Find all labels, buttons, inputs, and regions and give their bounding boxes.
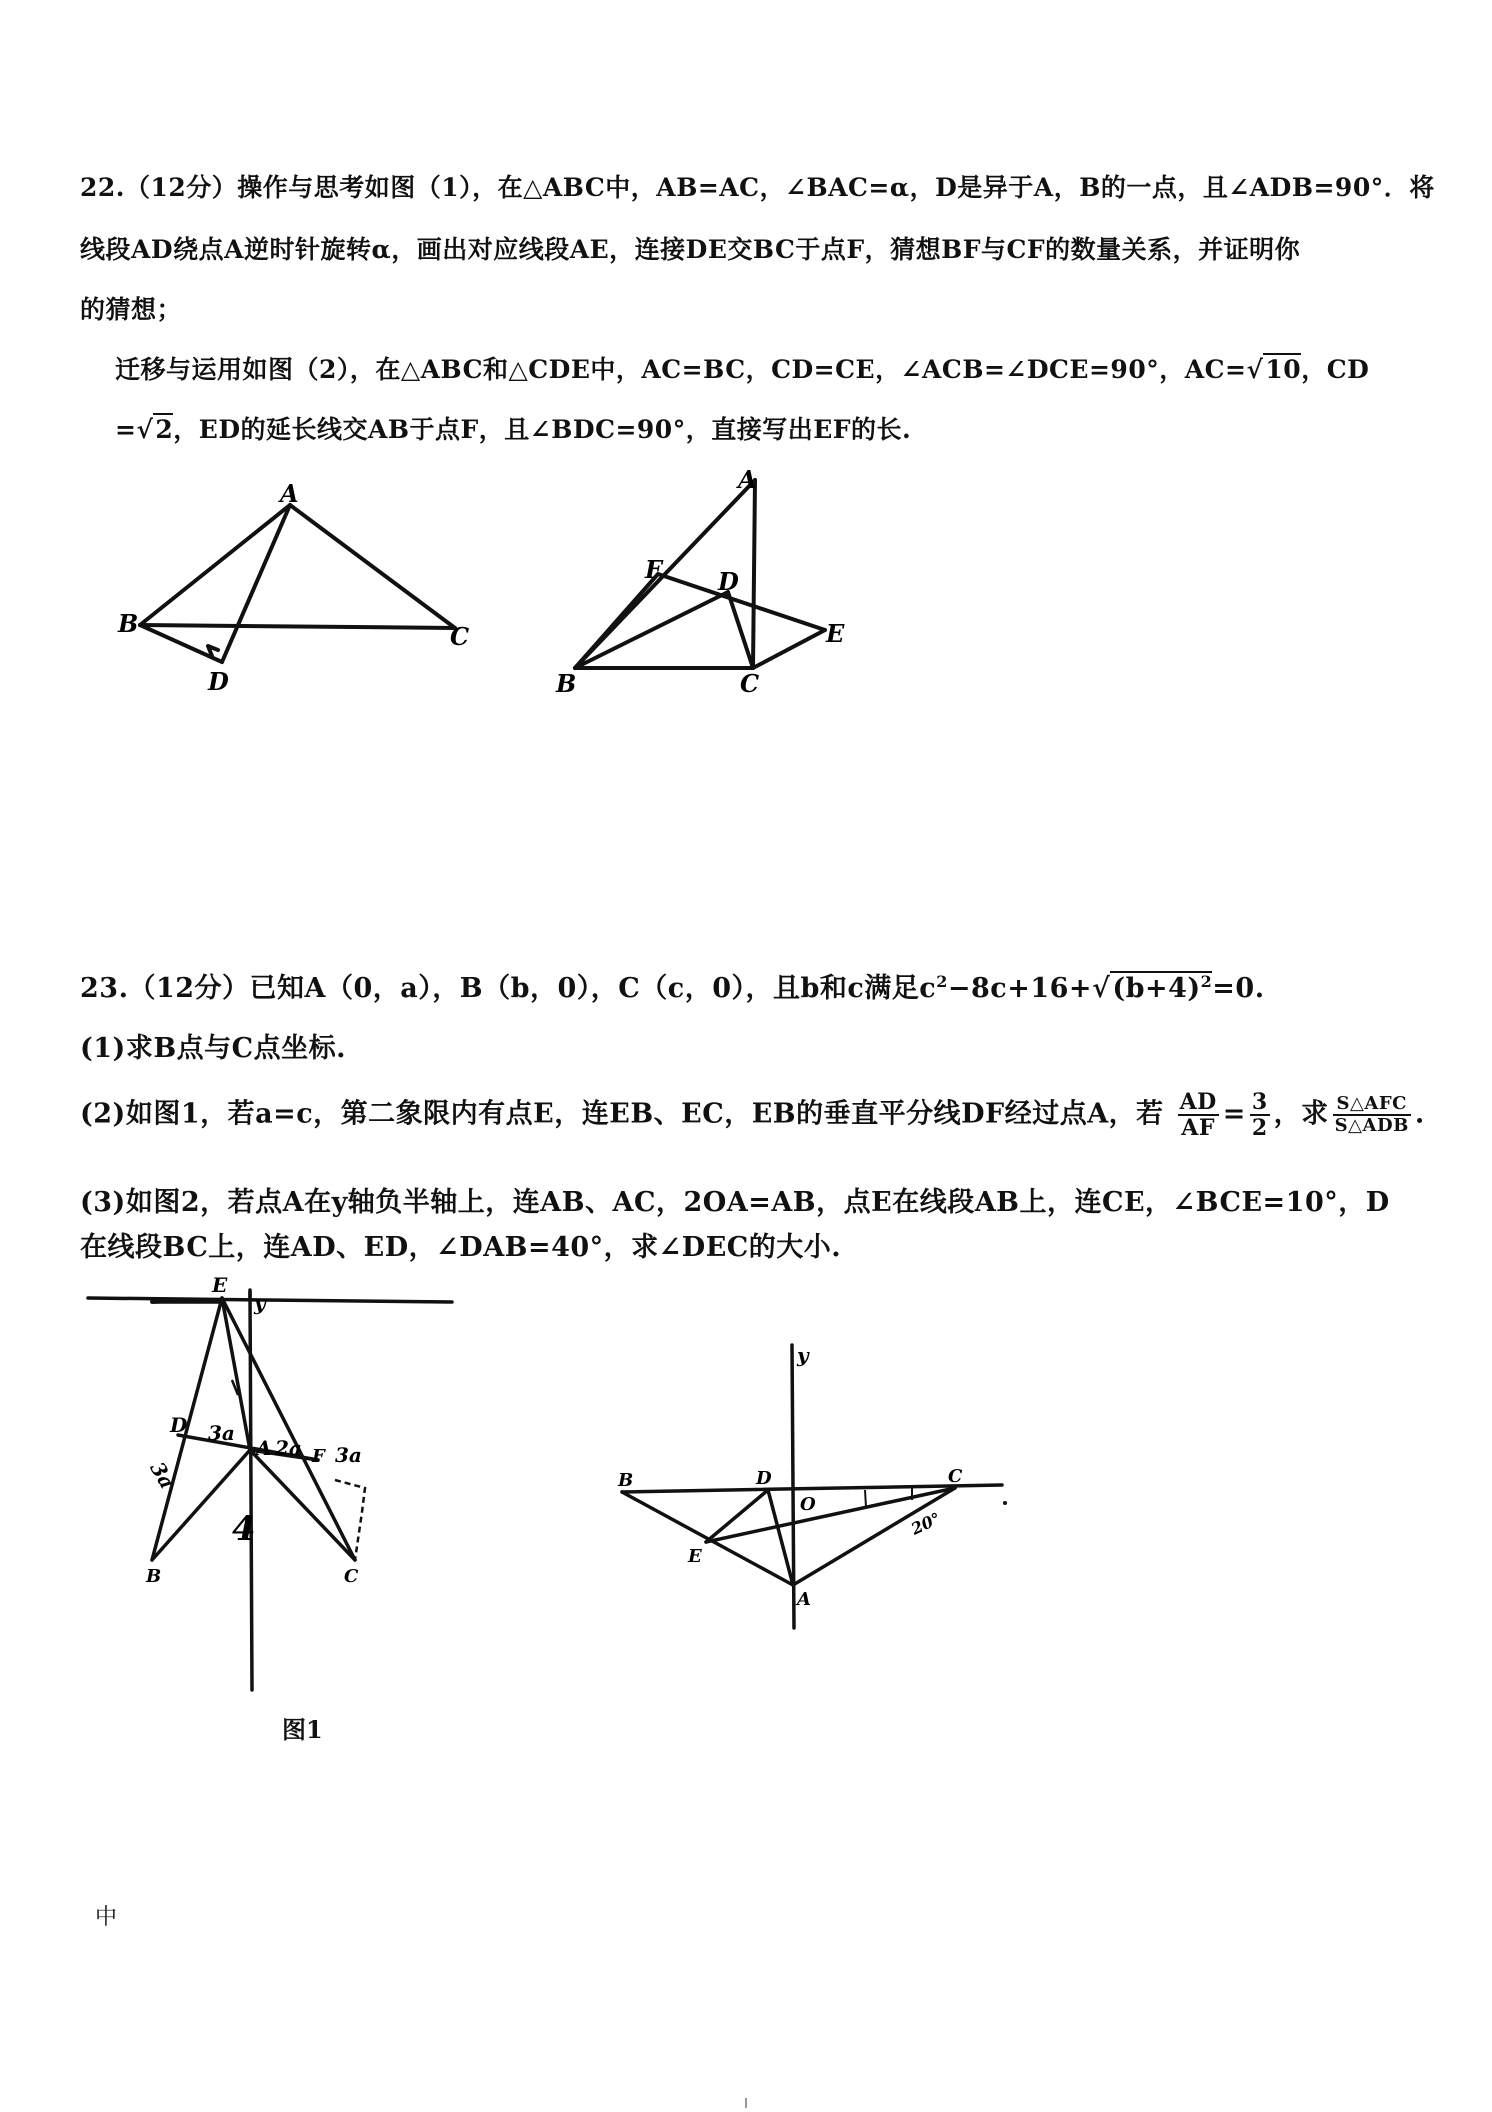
fig23-1-dashed-mark bbox=[335, 1480, 365, 1560]
fig22-2-label-e: E bbox=[826, 619, 845, 648]
fig23-1-line-a-f-c bbox=[250, 1450, 318, 1460]
fig23-1-label-y: y bbox=[254, 1291, 266, 1315]
fig23-2-label-y: y bbox=[797, 1343, 809, 1367]
fig23-1-label-e: E bbox=[212, 1273, 228, 1297]
q23-sqrt-power: 2 bbox=[1200, 972, 1213, 991]
q23-part-2-text-b: ，求 bbox=[1273, 1098, 1329, 1130]
fig22-2-seg-bd bbox=[575, 592, 728, 668]
fig23-1-line-e-to-b bbox=[152, 1298, 222, 1560]
q22-line-4-text-b: ，CD bbox=[1301, 355, 1370, 384]
q22-line-4 bbox=[115, 350, 1369, 386]
fig22-1-label-b: B bbox=[118, 609, 139, 638]
fig22-1-seg-bc bbox=[140, 625, 455, 628]
fig23-1-note-3a-top: 3a bbox=[208, 1421, 235, 1445]
q22-line-5-text-b: ，ED的延长线交AB于点F，且∠BDC=90°，直接写出EF的长. bbox=[173, 415, 912, 444]
fig23-2-seg-de bbox=[706, 1490, 768, 1542]
fig23-1-line-e-to-c bbox=[222, 1298, 355, 1560]
fig23-2-label-o: O bbox=[800, 1494, 816, 1515]
fig23-1-label-c: C bbox=[344, 1566, 359, 1587]
fig23-1-line-a-e bbox=[222, 1298, 250, 1450]
fig23-2-seg-ba bbox=[622, 1492, 793, 1585]
fig23-1-caption: 图1 bbox=[282, 1715, 323, 1744]
fig23-1-seg-eb-main bbox=[152, 1300, 222, 1302]
q23-part-2 bbox=[80, 1090, 1425, 1140]
q23-part-2-text-a: (2)如图1，若a=c，第二象限内有点E，连EB、EC，EB的垂直平分线DF经过点A，若 bbox=[80, 1098, 1164, 1130]
fig23-2-note-20: 20° bbox=[908, 1508, 944, 1539]
q23-line-1-text-b: −8c+16+ bbox=[947, 973, 1093, 1004]
q23-fraction-ad-af bbox=[1178, 1090, 1219, 1140]
fig23-2-seg-da bbox=[768, 1490, 793, 1585]
fig22-1-seg-bd bbox=[140, 625, 222, 662]
q23-frac1-den: AF bbox=[1181, 1115, 1215, 1142]
fig22-2-seg-bf bbox=[575, 574, 658, 668]
q22-line-1: 22.（12分）操作与思考如图（1），在△ABC中，AB=AC，∠BAC=α，D是异于A，B的一点，且∠ADB=90°．将 bbox=[80, 173, 1435, 202]
fig22-1-right-angle-mark bbox=[208, 646, 218, 656]
fig22-1-label-d: D bbox=[208, 667, 229, 696]
fig22-2-seg-dc bbox=[728, 592, 753, 668]
q23-sqrt-content bbox=[1110, 971, 1212, 1004]
q23-line-1 bbox=[80, 966, 1265, 1005]
q22-sqrt-10: 10 bbox=[1265, 355, 1302, 384]
fig22-2-label-c: C bbox=[740, 669, 760, 698]
q23-sqrt-symbol: √ bbox=[1092, 973, 1111, 1004]
fig23-2-helper-1 bbox=[865, 1490, 866, 1507]
fig23-1-label-d: D bbox=[170, 1413, 188, 1437]
fig23-1-label-a: A bbox=[256, 1436, 272, 1460]
q22-line-2: 线段AD绕点A逆时针旋转α，画出对应线段AE，连接DE交BC于点F，猜想BF与CF的数量关系，并证明你 bbox=[80, 235, 1301, 264]
fig23-2-label-e: E bbox=[688, 1546, 702, 1567]
q22-line-5 bbox=[115, 410, 911, 446]
q23-frac3-num: S△AFC bbox=[1333, 1094, 1411, 1116]
fig23-1-note-4: 4 bbox=[232, 1509, 256, 1549]
fig22-1-label-a: A bbox=[280, 479, 299, 508]
fig22-1-label-c: C bbox=[450, 622, 470, 651]
fig22-2-seg-fe bbox=[658, 574, 825, 630]
fig22-2-label-f: F bbox=[645, 555, 663, 584]
q23-fraction-area bbox=[1333, 1094, 1411, 1136]
q22-sqrt-symbol-2: √ bbox=[136, 415, 154, 444]
fig22-1-seg-ac bbox=[290, 505, 455, 628]
q23-frac3-den: S△ADB bbox=[1334, 1115, 1409, 1137]
fig23-1-x-axis bbox=[88, 1298, 452, 1302]
fig23-2-label-d: D bbox=[756, 1468, 772, 1489]
fig22-2-label-a: A bbox=[738, 465, 757, 494]
fig22-1-seg-ab bbox=[140, 505, 290, 625]
q23-fraction-3-2 bbox=[1250, 1090, 1270, 1140]
fig23-1-seg-eb bbox=[152, 1300, 222, 1302]
q23-line-1-text-a: 23.（12分）已知A（0，a），B（b，0），C（c，0），且b和c满足c bbox=[80, 973, 937, 1004]
fig22-2-seg-ac bbox=[753, 480, 755, 668]
q23-frac2-den: 2 bbox=[1251, 1115, 1268, 1142]
q23-part-2-text-c: . bbox=[1414, 1098, 1425, 1130]
fig22-2-label-d: D bbox=[718, 567, 739, 596]
fig23-1-tick-e bbox=[232, 1380, 238, 1395]
fig23-2-label-b: B bbox=[618, 1470, 634, 1491]
q23-part-1: (1)求B点与C点坐标. bbox=[80, 1033, 347, 1064]
fig23-1-y-axis bbox=[250, 1292, 252, 1690]
fig22-1-seg-ad bbox=[222, 505, 290, 662]
fig23-1-note-3a-left: 3a bbox=[145, 1457, 180, 1493]
q23-line-1-text-c: =0. bbox=[1212, 973, 1265, 1004]
fig23-2-label-c: C bbox=[948, 1466, 963, 1487]
fig23-1-note-2a: 2a bbox=[275, 1436, 302, 1460]
q22-line-3: 的猜想； bbox=[80, 295, 183, 324]
q22-sqrt-symbol: √ bbox=[1246, 355, 1264, 384]
q22-line-5-text-a: = bbox=[115, 415, 137, 444]
fig23-1-label-f: F bbox=[312, 1446, 325, 1467]
bottom-tick bbox=[745, 2098, 747, 2108]
fig22-2-seg-ab bbox=[575, 480, 755, 668]
q22-sqrt-2: 2 bbox=[155, 415, 174, 444]
fig22-2-seg-ce bbox=[753, 630, 825, 668]
q23-c-squared: 2 bbox=[936, 972, 948, 991]
fig23-2-dot bbox=[1003, 1501, 1007, 1505]
q23-frac2-num: 3 bbox=[1251, 1089, 1268, 1115]
q23-part-3-line-2: 在线段BC上，连AD、ED，∠DAB=40°，求∠DEC的大小. bbox=[80, 1232, 842, 1263]
q23-equals: = bbox=[1222, 1098, 1246, 1130]
fig23-2-seg-ca bbox=[793, 1488, 955, 1585]
fig23-2-y-axis bbox=[792, 1345, 794, 1628]
footer-mark: 中 bbox=[95, 1905, 118, 1930]
fig23-2-label-a: A bbox=[797, 1589, 811, 1610]
q23-part-3-line-1: (3)如图2，若点A在y轴负半轴上，连AB、AC，2OA=AB，点E在线段AB上，连CE，∠BCE=10°，D bbox=[80, 1187, 1390, 1218]
fig23-2-seg-ec bbox=[706, 1488, 955, 1542]
fig23-1-line-a-b bbox=[152, 1450, 250, 1560]
fig23-1-line-d-f bbox=[178, 1435, 318, 1460]
fig23-1-line-a-c bbox=[250, 1450, 355, 1560]
q22-line-4-text-a: 迁移与运用如图（2），在△ABC和△CDE中，AC=BC，CD=CE，∠ACB=∠DCE=90°，AC= bbox=[115, 355, 1247, 384]
fig23-2-x-axis bbox=[622, 1485, 1002, 1492]
q23-frac1-num: AD bbox=[1179, 1089, 1217, 1115]
fig22-2-label-b: B bbox=[556, 669, 577, 698]
q23-sqrt-inner: (b+4) bbox=[1112, 973, 1201, 1004]
fig23-1-label-b: B bbox=[146, 1566, 162, 1587]
fig23-1-note-3a-right: 3a bbox=[335, 1443, 362, 1467]
